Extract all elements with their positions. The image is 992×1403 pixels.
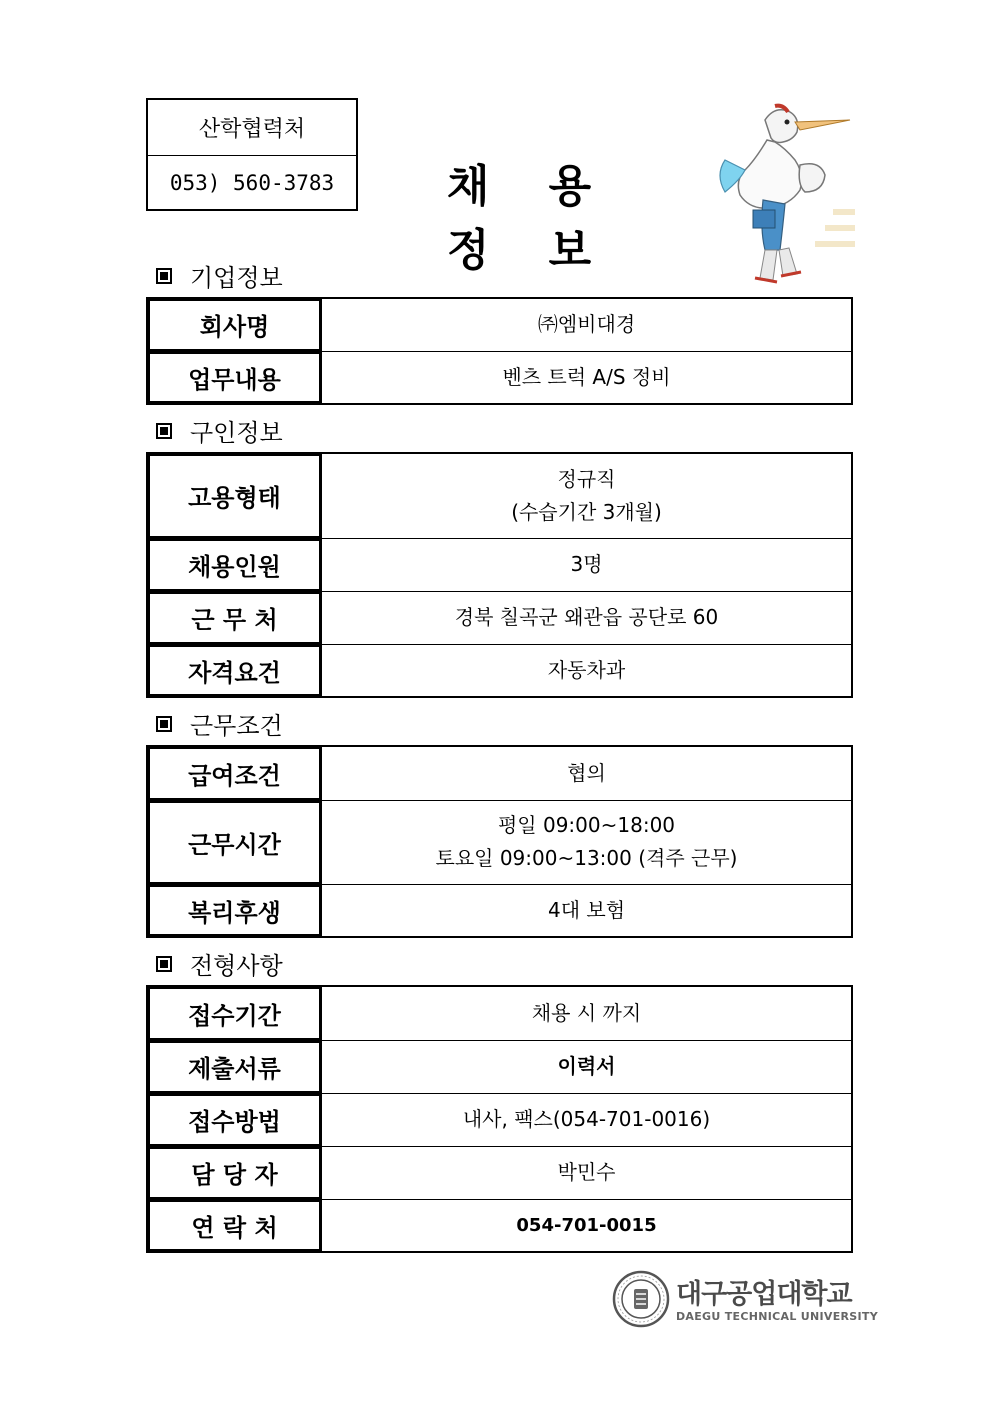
section-title: 기업정보	[190, 264, 283, 292]
page-title: 채 용 정 보	[446, 161, 614, 276]
contact-label: 산학협력처	[198, 116, 306, 142]
row-label: 담 당 자	[147, 1146, 322, 1199]
table-row	[147, 1040, 852, 1093]
table-row	[147, 1093, 852, 1146]
contact-number-value: 054-701-0015	[322, 1199, 853, 1252]
business-value: 벤츠 트럭 A/S 정비	[322, 351, 853, 404]
table-row	[147, 1199, 852, 1252]
job-table	[146, 452, 853, 698]
university-logo	[612, 1270, 878, 1332]
crane-mascot-icon	[705, 100, 855, 285]
workplace-value: 경북 칠곡군 왜관읍 공단로 60	[322, 591, 853, 644]
table-row	[147, 538, 852, 591]
section-title: 근무조건	[190, 712, 283, 740]
value-line: 토요일 09:00~13:00 (격주 근무)	[435, 846, 738, 870]
table-row	[147, 591, 852, 644]
table-row	[147, 453, 852, 538]
row-label: 연 락 처	[147, 1199, 322, 1252]
company-table	[146, 297, 853, 405]
row-label: 제출서류	[147, 1040, 322, 1093]
row-label: 회사명	[147, 298, 322, 351]
row-label: 업무내용	[147, 351, 322, 404]
table-row	[147, 1146, 852, 1199]
university-name-en: DAEGU TECHNICAL UNIVERSITY	[676, 1309, 878, 1323]
row-label: 급여조건	[147, 746, 322, 800]
application-period-value: 채용 시 까지	[322, 986, 853, 1040]
square-bullet-icon	[156, 268, 172, 284]
section-heading-selection	[156, 946, 283, 981]
contact-box	[146, 98, 358, 211]
row-label: 자격요건	[147, 644, 322, 697]
value-line: 정규직	[557, 466, 616, 491]
documents-value: 이력서	[322, 1040, 853, 1093]
university-seal-icon	[612, 1270, 670, 1332]
row-label: 근 무 처	[147, 591, 322, 644]
employment-type-value	[322, 453, 853, 538]
value-line: (수습기간 3개월)	[511, 499, 662, 524]
working-hours-value	[322, 800, 853, 884]
section-title: 구인정보	[190, 419, 283, 447]
row-label: 접수기간	[147, 986, 322, 1040]
section-heading-job	[156, 413, 283, 448]
table-row	[147, 884, 852, 937]
square-bullet-icon	[156, 716, 172, 732]
square-bullet-icon	[156, 423, 172, 439]
section-heading-conditions	[156, 706, 283, 741]
table-row	[147, 298, 852, 351]
table-row	[147, 351, 852, 404]
requirements-value: 자동차과	[322, 644, 853, 697]
conditions-table	[146, 745, 853, 938]
salary-value: 협의	[322, 746, 853, 800]
company-name-value: ㈜엠비대경	[322, 298, 853, 351]
row-label: 접수방법	[147, 1093, 322, 1146]
value-line: 평일 09:00~18:00	[497, 813, 676, 837]
selection-table	[146, 985, 853, 1253]
row-label: 고용형태	[147, 453, 322, 538]
manager-value: 박민수	[322, 1146, 853, 1199]
application-method-value: 내사, 팩스(054-701-0016)	[322, 1093, 853, 1146]
table-row	[147, 644, 852, 697]
university-name-ko: 대구공업대학교	[676, 1278, 852, 1310]
section-heading-company	[156, 258, 283, 293]
row-label: 근무시간	[147, 800, 322, 884]
table-row	[147, 986, 852, 1040]
table-row	[147, 800, 852, 884]
table-row	[147, 746, 852, 800]
benefits-value: 4대 보험	[322, 884, 853, 937]
contact-phone: 053) 560-3783	[148, 155, 356, 211]
row-label: 채용인원	[147, 538, 322, 591]
section-title: 전형사항	[190, 952, 283, 980]
row-label: 복리후생	[147, 884, 322, 937]
square-bullet-icon	[156, 956, 172, 972]
headcount-value: 3명	[322, 538, 853, 591]
